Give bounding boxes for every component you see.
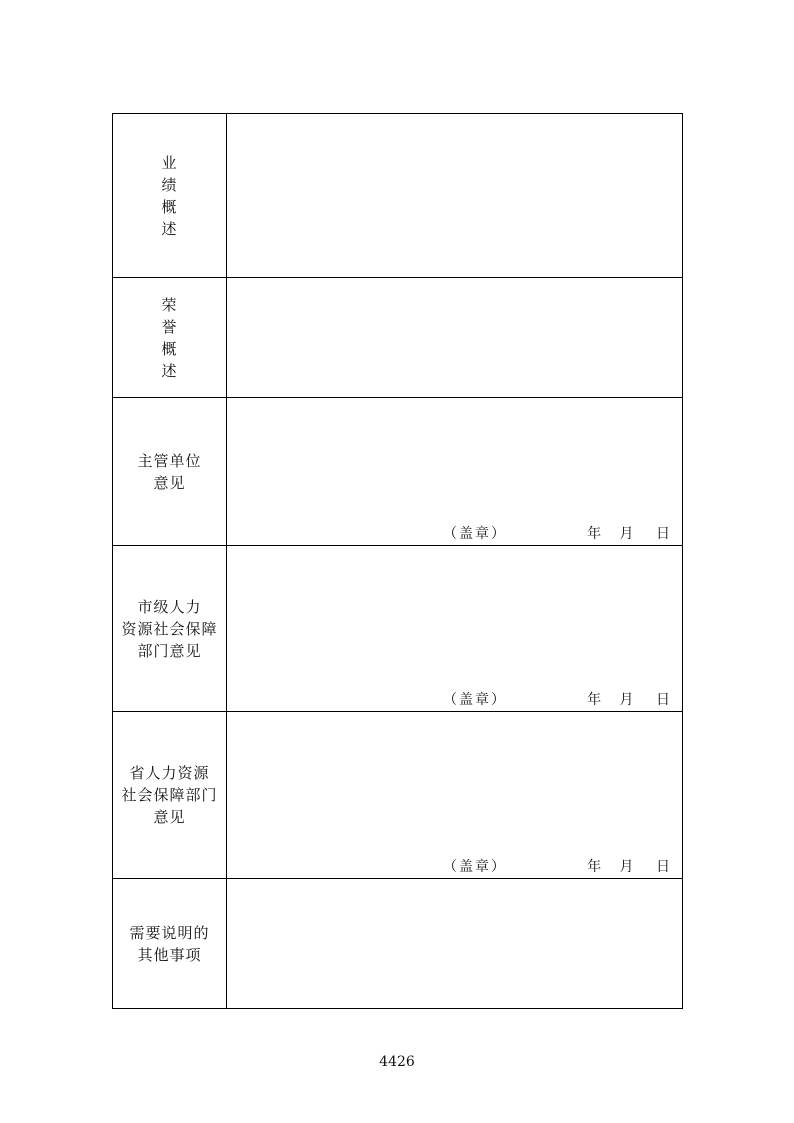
row-other-matters [113,879,683,1009]
label-city-hr-opinion [113,546,227,712]
row-supervisor-opinion [113,398,683,546]
page-number: 4426 [379,1054,415,1070]
date-year: 年 [587,859,602,875]
label-province-hr-opinion [113,712,227,879]
label-other-matters [113,879,227,1009]
label-performance-summary [113,114,227,278]
date-day: 日 [656,526,670,542]
other-matters-field[interactable] [227,879,683,1009]
honors-summary-field[interactable] [227,278,683,398]
city-hr-opinion-field[interactable] [227,546,683,712]
date-day: 日 [656,859,670,875]
performance-summary-field[interactable] [227,114,683,278]
date-month: 月 [619,859,634,875]
date-year: 年 [587,526,602,542]
date-month: 月 [619,692,634,708]
row-honors [113,278,683,398]
label-honors-summary [113,278,227,398]
date-line [587,858,670,876]
label-text: 主管单位 意见 [137,451,202,492]
label-supervisor-opinion [113,398,227,546]
date-line [587,525,670,543]
application-form-table [112,113,683,1009]
row-province-hr-opinion [113,712,683,879]
date-year: 年 [587,692,602,708]
row-city-hr-opinion [113,546,683,712]
label-text: 业 绩 概 述 [161,153,178,238]
date-month: 月 [619,526,634,542]
stamp-label: （盖章） [443,692,507,708]
label-text: 需要说明的 其他事项 [129,923,210,964]
stamp-label: （盖章） [443,859,507,875]
date-line [587,691,670,709]
label-text: 荣 誉 概 述 [161,295,178,380]
label-text: 省人力资源 社会保障部门 意见 [121,764,218,826]
supervisor-opinion-field[interactable] [227,398,683,546]
date-day: 日 [656,692,670,708]
province-hr-opinion-field[interactable] [227,712,683,879]
label-text: 市级人力 资源社会保障 部门意见 [121,597,218,660]
stamp-label: （盖章） [443,526,507,542]
row-performance [113,114,683,278]
